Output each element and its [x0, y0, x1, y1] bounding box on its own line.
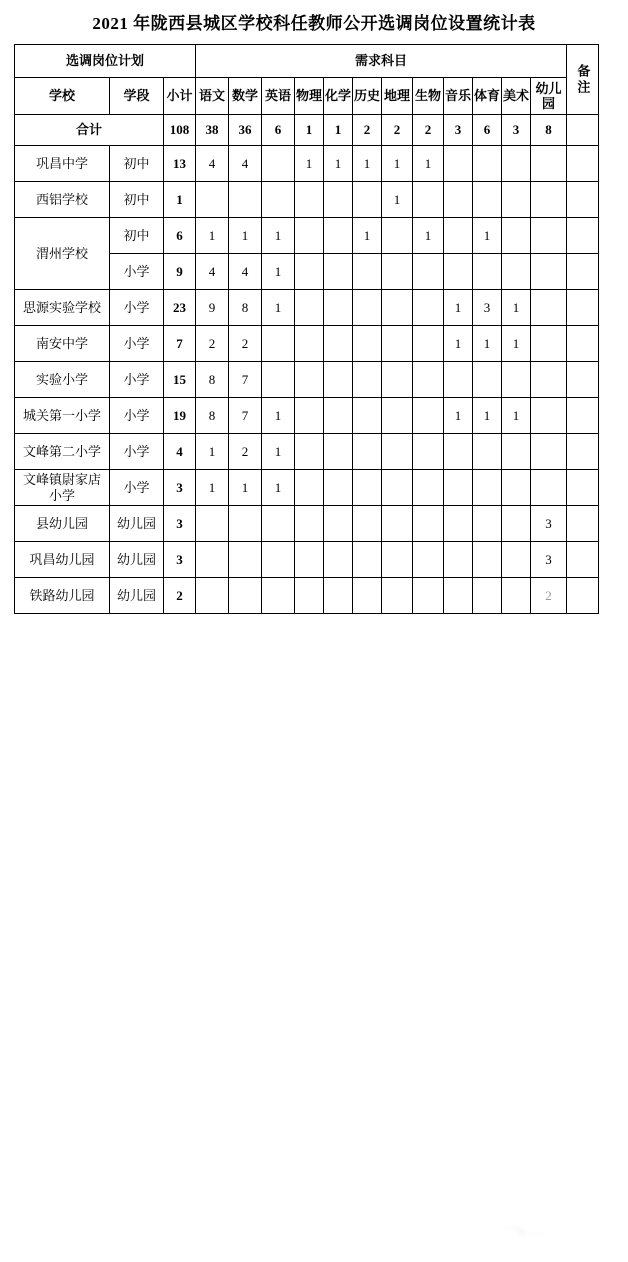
remark [567, 290, 599, 326]
subject-value: 1 [262, 290, 295, 326]
subject-value: 4 [229, 254, 262, 290]
header-remark: 备注 [567, 45, 599, 115]
subject-value [531, 218, 567, 254]
subject-value [531, 470, 567, 506]
subject-value: 1 [502, 290, 531, 326]
subject-value [473, 182, 502, 218]
subject-value [324, 218, 353, 254]
page-title: 2021 年陇西县城区学校科任教师公开选调岗位设置统计表 [92, 14, 536, 33]
subject-value [531, 290, 567, 326]
subject-value [229, 182, 262, 218]
subject-value [382, 290, 413, 326]
header-subject: 体育 [473, 78, 502, 115]
subject-value: 1 [229, 470, 262, 506]
header-subject: 化学 [324, 78, 353, 115]
subtotal: 13 [164, 146, 196, 182]
stage: 初中 [110, 146, 164, 182]
subject-value [502, 254, 531, 290]
subject-value: 1 [262, 218, 295, 254]
subject-value [353, 290, 382, 326]
subject-value: 4 [196, 254, 229, 290]
subject-value: 1 [444, 398, 473, 434]
subject-value [382, 254, 413, 290]
remark [567, 542, 599, 578]
subject-value [444, 578, 473, 614]
subject-value: 2 [531, 578, 567, 614]
subject-value [473, 434, 502, 470]
subject-value [295, 254, 324, 290]
subject-value: 3 [531, 506, 567, 542]
subject-value [444, 506, 473, 542]
school-name: 西铝学校 [15, 182, 110, 218]
table-row [15, 578, 599, 614]
stage: 幼儿园 [110, 506, 164, 542]
subject-value: 1 [353, 218, 382, 254]
subject-value [295, 362, 324, 398]
subject-value [502, 542, 531, 578]
total-subject-value: 3 [502, 115, 531, 146]
school-name: 城关第一小学 [15, 398, 110, 434]
subject-value [413, 434, 444, 470]
subject-value [473, 362, 502, 398]
subject-value [382, 434, 413, 470]
remark [567, 254, 599, 290]
header-subject: 历史 [353, 78, 382, 115]
school-name: 铁路幼儿园 [15, 578, 110, 614]
subject-value [324, 254, 353, 290]
subject-value [502, 362, 531, 398]
subtotal: 6 [164, 218, 196, 254]
subject-value: 1 [353, 146, 382, 182]
subject-value [353, 506, 382, 542]
total-subject-value: 2 [353, 115, 382, 146]
subject-value: 3 [531, 542, 567, 578]
subject-value: 1 [473, 326, 502, 362]
remark [567, 218, 599, 254]
subject-value [473, 146, 502, 182]
stage: 初中 [110, 182, 164, 218]
header-subjects-group: 需求科目 [196, 45, 567, 78]
subject-value [324, 362, 353, 398]
subject-value: 1 [324, 146, 353, 182]
subject-value [295, 326, 324, 362]
subject-value [324, 470, 353, 506]
subject-value: 2 [229, 434, 262, 470]
subject-value [531, 362, 567, 398]
header-group-row [15, 45, 599, 78]
table-row [15, 146, 599, 182]
subject-value [502, 470, 531, 506]
school-name: 巩昌幼儿园 [15, 542, 110, 578]
stage: 小学 [110, 434, 164, 470]
subject-value [444, 146, 473, 182]
subject-value [196, 578, 229, 614]
total-subject-value: 36 [229, 115, 262, 146]
subject-value [413, 290, 444, 326]
subject-value [444, 362, 473, 398]
subject-value: 1 [295, 146, 324, 182]
subject-value [295, 398, 324, 434]
remark [567, 362, 599, 398]
subject-value [295, 218, 324, 254]
subtotal: 23 [164, 290, 196, 326]
subject-value [295, 470, 324, 506]
subject-value [324, 326, 353, 362]
subject-value [444, 542, 473, 578]
subject-value: 1 [382, 146, 413, 182]
subject-value [262, 182, 295, 218]
subject-value [444, 434, 473, 470]
total-label: 合计 [15, 115, 164, 146]
total-row [15, 115, 599, 146]
subject-value [382, 578, 413, 614]
remark [567, 182, 599, 218]
subject-value: 2 [229, 326, 262, 362]
subject-value: 1 [196, 218, 229, 254]
total-subject-value: 2 [413, 115, 444, 146]
subject-value [444, 470, 473, 506]
subject-value [353, 398, 382, 434]
header-school: 学校 [15, 78, 110, 115]
header-subject: 幼儿园 [531, 78, 567, 115]
subject-value [531, 182, 567, 218]
table-row [15, 218, 599, 254]
subtotal: 7 [164, 326, 196, 362]
subject-value [382, 218, 413, 254]
subject-value: 1 [473, 218, 502, 254]
subject-value: 1 [196, 434, 229, 470]
school-name: 文峰镇尉家店小学 [15, 470, 110, 506]
subject-value [262, 506, 295, 542]
subtotal: 19 [164, 398, 196, 434]
subject-value [353, 254, 382, 290]
total-subtotal: 108 [164, 115, 196, 146]
total-remark [567, 115, 599, 146]
subject-value [353, 182, 382, 218]
subject-value [262, 362, 295, 398]
subject-value [324, 182, 353, 218]
stage: 小学 [110, 470, 164, 506]
remark [567, 578, 599, 614]
stage: 幼儿园 [110, 542, 164, 578]
subject-value: 1 [413, 146, 444, 182]
subject-value: 4 [196, 146, 229, 182]
subject-value [353, 470, 382, 506]
subject-value [413, 542, 444, 578]
subject-value [502, 146, 531, 182]
subject-value [413, 254, 444, 290]
remark [567, 146, 599, 182]
table-row [15, 542, 599, 578]
header-subject: 物理 [295, 78, 324, 115]
subject-value [502, 434, 531, 470]
subject-value: 8 [196, 398, 229, 434]
total-subject-value: 1 [295, 115, 324, 146]
table-row [15, 290, 599, 326]
subject-value [324, 398, 353, 434]
remark [567, 470, 599, 506]
header-subject: 美术 [502, 78, 531, 115]
subject-value [295, 290, 324, 326]
subject-value [382, 506, 413, 542]
table-row [15, 326, 599, 362]
header-subject: 数学 [229, 78, 262, 115]
subject-value [196, 542, 229, 578]
header-subject: 英语 [262, 78, 295, 115]
subject-value [382, 470, 413, 506]
subject-value [473, 254, 502, 290]
subject-value: 1 [502, 326, 531, 362]
subtotal: 15 [164, 362, 196, 398]
subject-value [382, 542, 413, 578]
header-columns-row [15, 78, 599, 115]
subject-value [295, 434, 324, 470]
subject-value [229, 542, 262, 578]
subject-value [473, 542, 502, 578]
table-row [15, 362, 599, 398]
subject-value [196, 506, 229, 542]
school-name: 南安中学 [15, 326, 110, 362]
subject-value [473, 470, 502, 506]
subject-value [324, 506, 353, 542]
remark [567, 434, 599, 470]
header-subject: 地理 [382, 78, 413, 115]
subject-value [382, 398, 413, 434]
subject-value [531, 398, 567, 434]
total-subject-value: 8 [531, 115, 567, 146]
subject-value: 1 [382, 182, 413, 218]
subject-value [324, 434, 353, 470]
table-header [15, 45, 599, 115]
table-row [15, 398, 599, 434]
school-name: 文峰第二小学 [15, 434, 110, 470]
subject-value: 1 [444, 326, 473, 362]
stage: 幼儿园 [110, 578, 164, 614]
subject-value [229, 578, 262, 614]
total-subject-value: 1 [324, 115, 353, 146]
subject-value [502, 506, 531, 542]
subject-value: 9 [196, 290, 229, 326]
remark [567, 326, 599, 362]
header-stage: 学段 [110, 78, 164, 115]
subject-value [382, 326, 413, 362]
subject-value: 1 [262, 434, 295, 470]
subject-value [295, 182, 324, 218]
remark [567, 398, 599, 434]
stage: 小学 [110, 362, 164, 398]
header-subject: 语文 [196, 78, 229, 115]
subject-value [353, 578, 382, 614]
subject-value [324, 290, 353, 326]
subject-value [353, 434, 382, 470]
subject-value: 4 [229, 146, 262, 182]
total-subject-value: 3 [444, 115, 473, 146]
subject-value [295, 542, 324, 578]
subject-value: 1 [444, 290, 473, 326]
subtotal: 3 [164, 470, 196, 506]
subject-value: 1 [502, 398, 531, 434]
subject-value [382, 362, 413, 398]
subtotal: 1 [164, 182, 196, 218]
subject-value: 1 [262, 254, 295, 290]
subject-value [531, 326, 567, 362]
subject-value [262, 326, 295, 362]
subject-value: 2 [196, 326, 229, 362]
stage: 小学 [110, 398, 164, 434]
remark [567, 506, 599, 542]
subject-value [295, 578, 324, 614]
subject-value [229, 506, 262, 542]
subject-value [413, 578, 444, 614]
subject-value [531, 254, 567, 290]
table-row [15, 506, 599, 542]
header-subtotal: 小计 [164, 78, 196, 115]
subject-value [531, 434, 567, 470]
school-name: 县幼儿园 [15, 506, 110, 542]
school-name: 思源实验学校 [15, 290, 110, 326]
subject-value [262, 578, 295, 614]
header-subject: 音乐 [444, 78, 473, 115]
school-name: 渭州学校 [15, 218, 110, 290]
subject-value [413, 326, 444, 362]
document-page [0, 13, 628, 661]
total-subject-value: 2 [382, 115, 413, 146]
subject-value: 7 [229, 362, 262, 398]
subject-value [413, 182, 444, 218]
stage: 小学 [110, 290, 164, 326]
subject-value: 1 [473, 398, 502, 434]
subject-value [444, 182, 473, 218]
school-name: 实验小学 [15, 362, 110, 398]
subject-value: 7 [229, 398, 262, 434]
total-subject-value: 6 [473, 115, 502, 146]
stage: 小学 [110, 254, 164, 290]
subject-value: 1 [262, 470, 295, 506]
subject-value [531, 146, 567, 182]
subject-value [502, 578, 531, 614]
subject-value: 1 [413, 218, 444, 254]
subtotal: 2 [164, 578, 196, 614]
subject-value [353, 542, 382, 578]
stage: 小学 [110, 326, 164, 362]
subject-value: 1 [196, 470, 229, 506]
subject-value [473, 578, 502, 614]
subject-value [473, 506, 502, 542]
subject-value: 1 [262, 398, 295, 434]
subject-value [295, 506, 324, 542]
table-row [15, 434, 599, 470]
total-subject-value: 6 [262, 115, 295, 146]
subject-value [262, 542, 295, 578]
subtotal: 3 [164, 542, 196, 578]
subtotal: 3 [164, 506, 196, 542]
table-row [15, 470, 599, 506]
positions-table [14, 44, 599, 614]
subject-value [444, 254, 473, 290]
subject-value [413, 470, 444, 506]
subject-value: 3 [473, 290, 502, 326]
subject-value [353, 362, 382, 398]
subject-value [262, 146, 295, 182]
subject-value: 1 [229, 218, 262, 254]
subject-value: 8 [196, 362, 229, 398]
subject-value [502, 218, 531, 254]
subject-value [324, 578, 353, 614]
subject-value: 8 [229, 290, 262, 326]
subtotal: 9 [164, 254, 196, 290]
total-subject-value: 38 [196, 115, 229, 146]
subject-value [196, 182, 229, 218]
subject-value [413, 506, 444, 542]
stage: 初中 [110, 218, 164, 254]
header-plan-group: 选调岗位计划 [15, 45, 196, 78]
table-body [15, 115, 599, 614]
subject-value [353, 326, 382, 362]
subject-value [324, 542, 353, 578]
subject-value [413, 362, 444, 398]
table-row [15, 182, 599, 218]
subject-value [413, 398, 444, 434]
subject-value [502, 182, 531, 218]
subject-value [444, 218, 473, 254]
school-name: 巩昌中学 [15, 146, 110, 182]
subtotal: 4 [164, 434, 196, 470]
header-subject: 生物 [413, 78, 444, 115]
